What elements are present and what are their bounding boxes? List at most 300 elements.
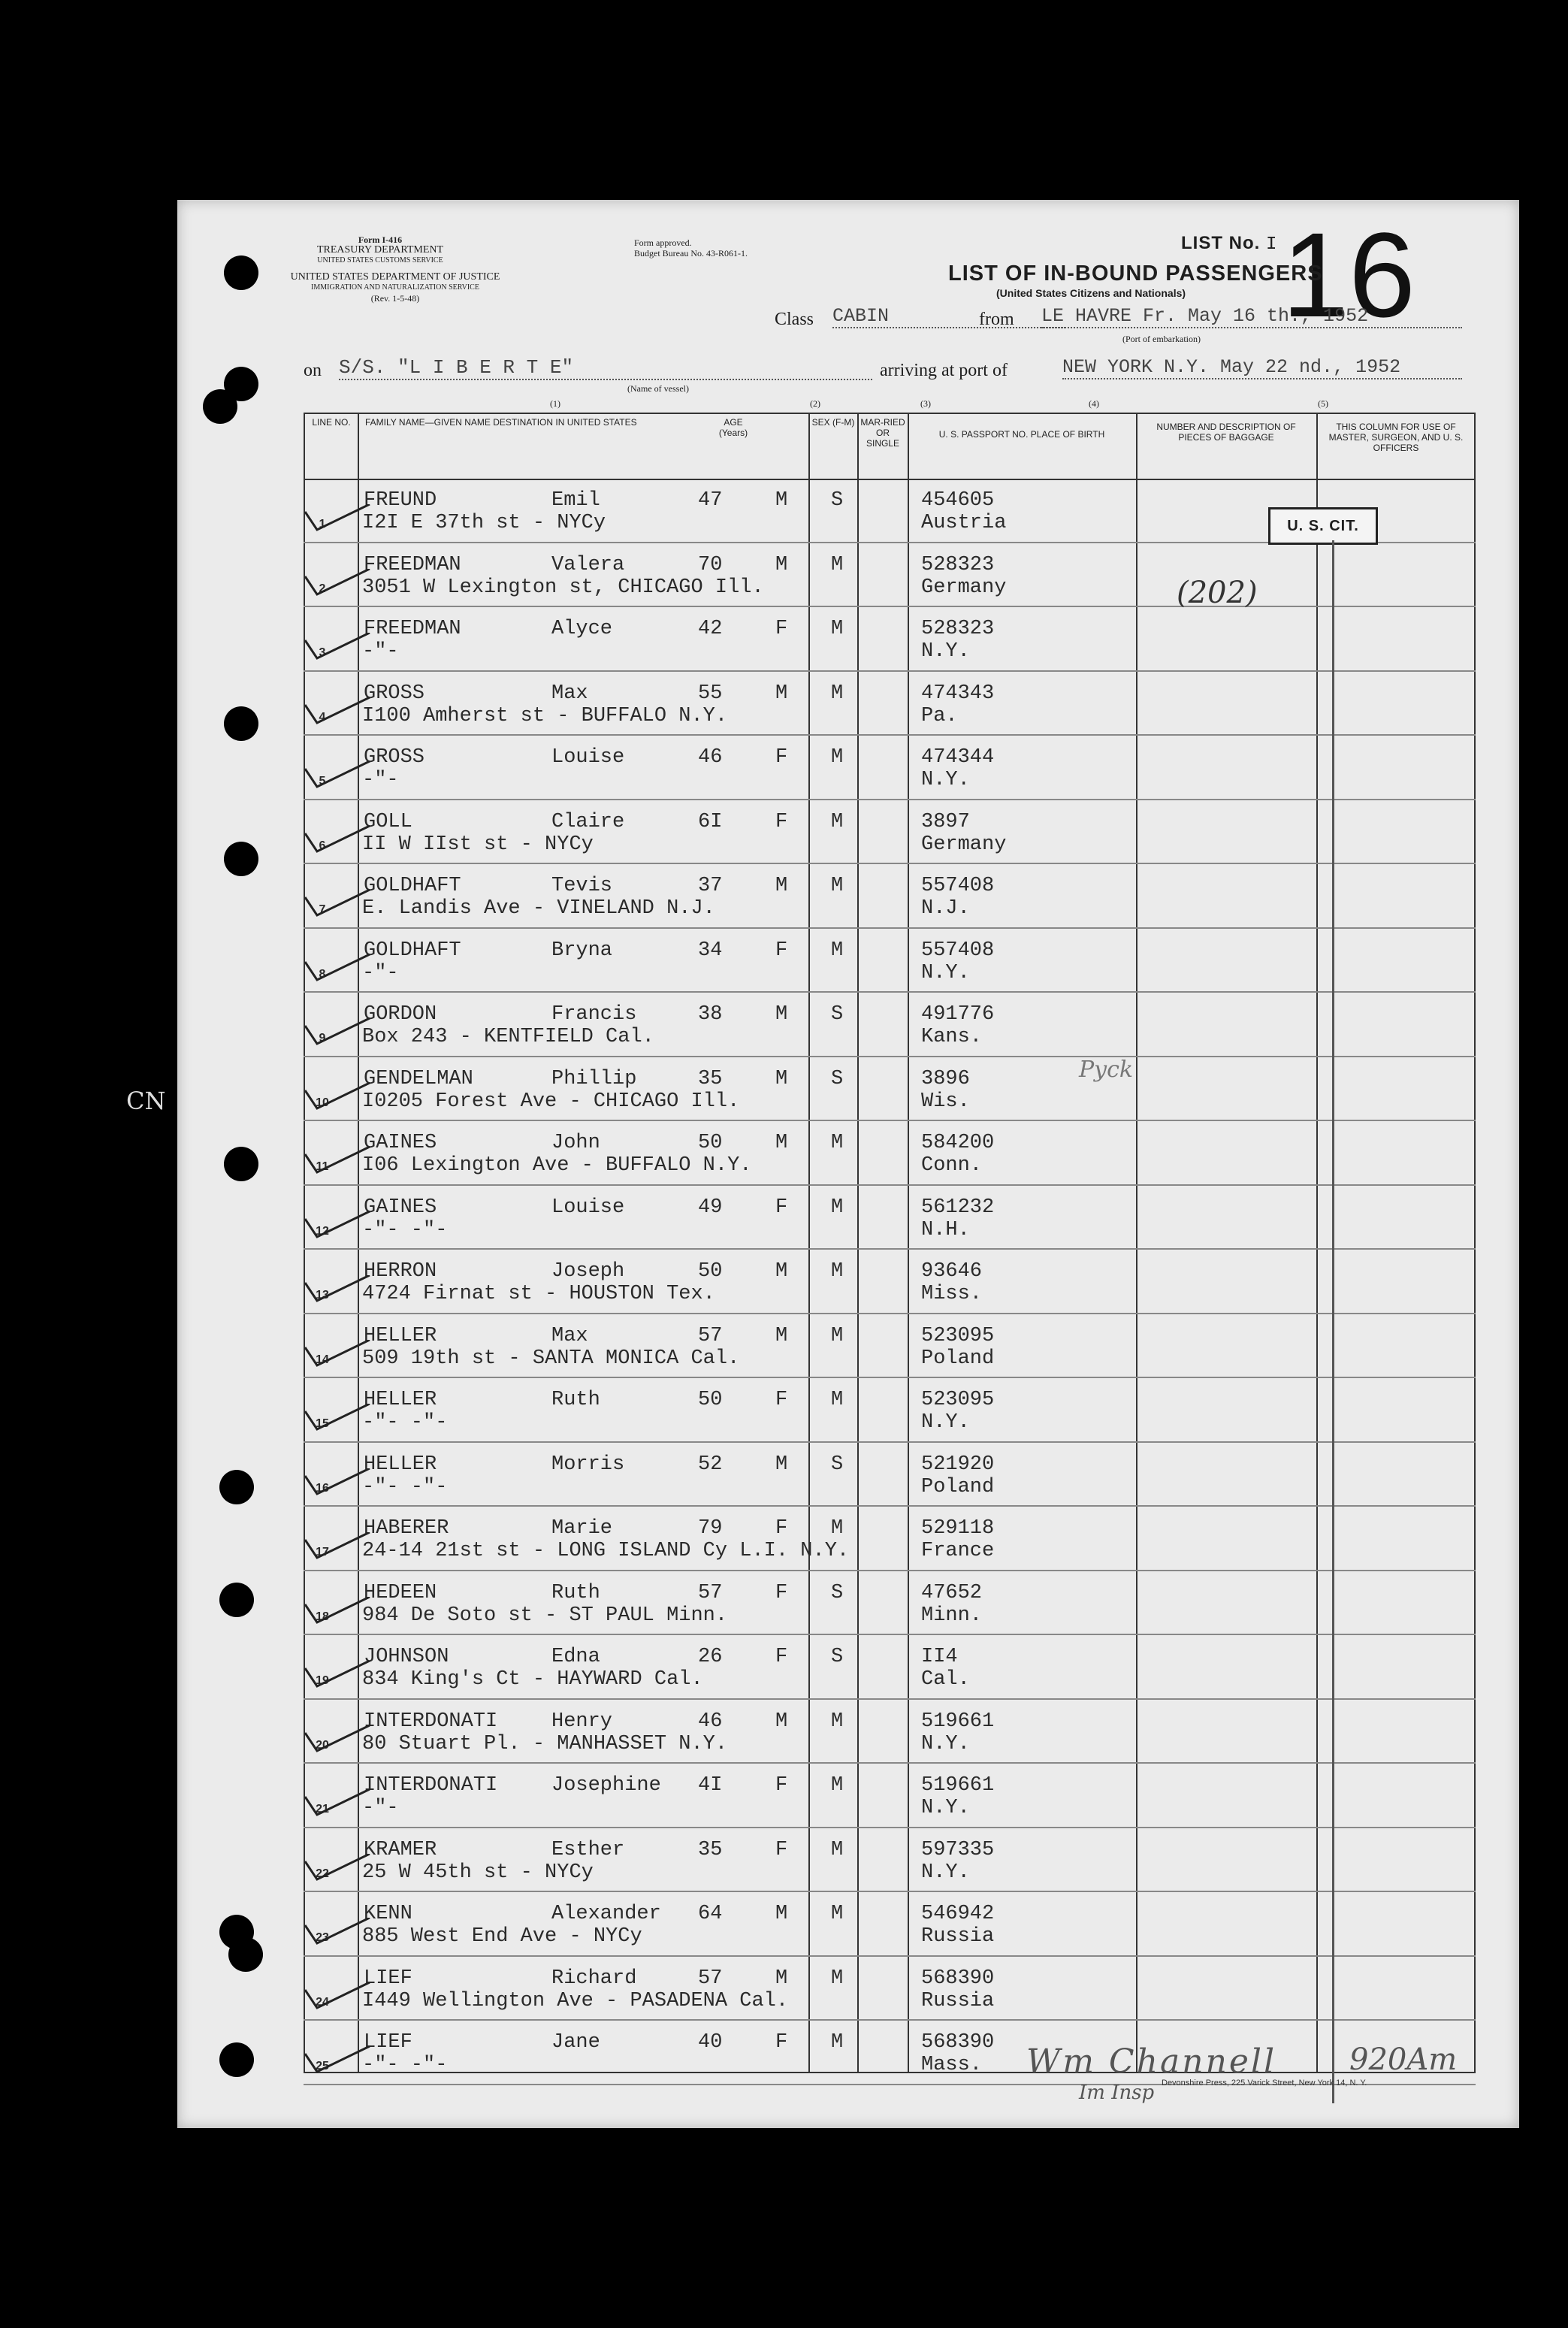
- destination: 984 De Soto st - ST PAUL Minn.: [362, 1604, 728, 1627]
- check-mark-icon: [304, 1597, 371, 1627]
- line-number: 4: [319, 710, 326, 724]
- check-mark-icon: [304, 954, 371, 984]
- given-name: Edna: [551, 1646, 600, 1668]
- age: 57: [698, 1581, 723, 1604]
- passport-number: 519661: [921, 1710, 995, 1733]
- place-of-birth: N.Y.: [921, 640, 970, 663]
- family-name: GENDELMAN: [364, 1067, 473, 1090]
- family-name: KRAMER: [364, 1838, 437, 1861]
- age: 4I: [698, 1774, 723, 1797]
- class-label: Class: [775, 310, 814, 329]
- given-name: Louise: [551, 746, 625, 769]
- table-row: [304, 800, 1476, 865]
- family-name: GOLDHAFT: [364, 939, 461, 962]
- check-mark-icon: [304, 1083, 371, 1113]
- binder-hole: [224, 706, 258, 741]
- check-mark-icon: [304, 761, 371, 791]
- passport-number: 568390: [921, 2031, 995, 2054]
- family-name: HABERER: [364, 1517, 449, 1540]
- col-header-officers: THIS COLUMN FOR USE OF MASTER, SURGEON, AND U. S. OFFICERS: [1328, 422, 1464, 453]
- place-of-birth: Miss.: [921, 1283, 983, 1305]
- age: 46: [698, 746, 723, 769]
- marital-status: M: [831, 810, 844, 833]
- family-name: INTERDONATI: [364, 1710, 498, 1733]
- list-subtitle: (United States Citizens and Nationals): [996, 287, 1186, 299]
- budget-bureau: Budget Bureau No. 43-R061-1.: [634, 248, 748, 258]
- marital-status: M: [831, 746, 844, 769]
- destination: -"-: [362, 1797, 399, 1819]
- age: 70: [698, 553, 723, 576]
- family-name: FREEDMAN: [364, 618, 461, 640]
- table-row: [304, 1378, 1476, 1443]
- sex: M: [775, 553, 788, 576]
- sex: F: [775, 1196, 788, 1219]
- marital-status: M: [831, 1196, 844, 1219]
- check-mark-icon: [304, 1340, 371, 1370]
- age: 55: [698, 682, 723, 705]
- table-row: [304, 993, 1476, 1057]
- column-number: (4): [1089, 398, 1099, 409]
- marital-status: M: [831, 1324, 844, 1347]
- sex: F: [775, 1517, 788, 1540]
- check-mark-icon: [304, 826, 371, 856]
- family-name: GAINES: [364, 1132, 437, 1154]
- place-of-birth: N.Y.: [921, 1797, 970, 1819]
- passport-number: 528323: [921, 553, 995, 576]
- family-name: GROSS: [364, 746, 425, 769]
- marital-status: M: [831, 1132, 844, 1154]
- check-mark-icon: [304, 1725, 371, 1755]
- place-of-birth: Conn.: [921, 1154, 983, 1177]
- table-row: [304, 1635, 1476, 1700]
- destination: II W IIst st - NYCy: [362, 833, 594, 856]
- place-of-birth: N.Y.: [921, 1732, 970, 1755]
- marital-status: S: [831, 1453, 844, 1476]
- sex: M: [775, 1453, 788, 1476]
- family-name: HELLER: [364, 1389, 437, 1411]
- table-row: [304, 607, 1476, 672]
- col-header-baggage: NUMBER AND DESCRIPTION OF PIECES OF BAGGAGE: [1156, 422, 1296, 443]
- destination: I0205 Forest Ave - CHICAGO Ill.: [362, 1090, 740, 1113]
- family-name: GORDON: [364, 1003, 437, 1026]
- given-name: Emil: [551, 489, 600, 512]
- column-number: (5): [1318, 398, 1328, 409]
- inspector-note: Im Insp: [1079, 2082, 1155, 2104]
- family-name: GOLL: [364, 810, 412, 833]
- line-number: 5: [319, 775, 326, 788]
- age: 35: [698, 1838, 723, 1861]
- passport-number: 557408: [921, 875, 995, 897]
- marital-status: M: [831, 1903, 844, 1925]
- form-approved: Form approved.: [634, 237, 692, 248]
- form-number: Form I-416: [358, 234, 403, 245]
- table-row: [304, 672, 1476, 736]
- destination: I449 Wellington Ave - PASADENA Cal.: [362, 1989, 789, 2012]
- margin-note-cn: CN: [126, 1087, 166, 1115]
- on-label: on: [304, 361, 322, 380]
- line-number: 19: [316, 1674, 329, 1687]
- age: 57: [698, 1967, 723, 1990]
- baggage-handwritten-note: Pyck: [1079, 1057, 1134, 1083]
- passport-number: 528323: [921, 618, 995, 640]
- us-citizen-stamp: U. S. CIT.: [1268, 507, 1378, 545]
- line-number: 23: [316, 1931, 329, 1944]
- passport-number: 474343: [921, 682, 995, 705]
- given-name: Louise: [551, 1196, 625, 1219]
- col-header-name: FAMILY NAME—GIVEN NAME DESTINATION IN UNITED STATES: [365, 417, 637, 428]
- line-number: 9: [319, 1032, 326, 1045]
- destination: -"- -"-: [362, 1218, 448, 1241]
- given-name: Morris: [551, 1453, 625, 1476]
- check-mark-icon: [304, 1789, 371, 1819]
- age: 26: [698, 1646, 723, 1668]
- destination: 509 19th st - SANTA MONICA Cal.: [362, 1347, 740, 1370]
- check-mark-icon: [304, 1275, 371, 1305]
- binder-hole: [224, 842, 258, 876]
- table-row: [304, 1892, 1476, 1957]
- given-name: Alyce: [551, 618, 613, 640]
- place-of-birth: Austria: [921, 512, 1007, 534]
- marital-status: M: [831, 939, 844, 962]
- passport-number: 519661: [921, 1774, 995, 1797]
- marital-status: M: [831, 1838, 844, 1861]
- check-mark-icon: [304, 890, 371, 920]
- column-number: (3): [920, 398, 931, 409]
- line-number: 18: [316, 1610, 329, 1623]
- destination: -"- -"-: [362, 1475, 448, 1498]
- check-mark-icon: [304, 1404, 371, 1434]
- marital-status: M: [831, 1389, 844, 1411]
- binder-hole: [203, 389, 237, 424]
- check-mark-icon: [304, 1854, 371, 1884]
- line-number: 11: [316, 1160, 329, 1173]
- passport-number: 523095: [921, 1389, 995, 1411]
- justice-department: UNITED STATES DEPARTMENT OF JUSTICE: [290, 271, 500, 283]
- table-row: [304, 1186, 1476, 1250]
- officer-time: 920Am: [1349, 2042, 1458, 2077]
- check-mark-icon: [304, 1147, 371, 1177]
- sex: F: [775, 810, 788, 833]
- place-of-birth: N.J.: [921, 897, 970, 920]
- place-of-birth: Pa.: [921, 704, 958, 727]
- marital-status: M: [831, 1260, 844, 1283]
- line-number: 7: [319, 903, 326, 916]
- destination: 885 West End Ave - NYCy: [362, 1925, 642, 1948]
- line-number: 22: [316, 1867, 329, 1880]
- age: 34: [698, 939, 723, 962]
- marital-status: S: [831, 1581, 844, 1604]
- family-name: GAINES: [364, 1196, 437, 1219]
- family-name: INTERDONATI: [364, 1774, 498, 1797]
- marital-status: M: [831, 1967, 844, 1990]
- marital-status: M: [831, 1710, 844, 1733]
- age: 64: [698, 1903, 723, 1925]
- line-number: 1: [319, 518, 326, 531]
- check-mark-icon: [304, 504, 371, 534]
- line-number: 2: [319, 582, 326, 595]
- sex: M: [775, 1260, 788, 1283]
- table-row: [304, 929, 1476, 993]
- sex: F: [775, 939, 788, 962]
- col-header-age: AGE (Years): [718, 417, 748, 438]
- given-name: Alexander: [551, 1903, 661, 1925]
- sex: F: [775, 746, 788, 769]
- given-name: Josephine: [551, 1774, 661, 1797]
- age: 42: [698, 618, 723, 640]
- binder-hole: [219, 1583, 254, 1617]
- passport-number: 546942: [921, 1903, 995, 1925]
- age: 52: [698, 1453, 723, 1476]
- vessel-name: S/S. "L I B E R T E": [339, 356, 872, 380]
- line-number: 15: [316, 1417, 329, 1430]
- list-number-large: 16: [1282, 207, 1415, 342]
- age: 57: [698, 1324, 723, 1347]
- marital-status: M: [831, 618, 844, 640]
- arriving-value: NEW YORK N.Y. May 22 nd., 1952: [1062, 356, 1462, 379]
- customs-service: UNITED STATES CUSTOMS SERVICE: [317, 256, 443, 265]
- marital-status: M: [831, 1774, 844, 1797]
- check-mark-icon: [304, 569, 371, 599]
- list-number: I: [1266, 234, 1278, 255]
- given-name: Marie: [551, 1517, 613, 1540]
- check-mark-icon: [304, 1018, 371, 1048]
- destination: -"-: [362, 961, 399, 984]
- sex: M: [775, 1967, 788, 1990]
- treasury-department: TREASURY DEPARTMENT: [316, 244, 444, 255]
- manifest-page: [126, 200, 1519, 2128]
- passport-number: 561232: [921, 1196, 995, 1219]
- destination: 3051 W Lexington st, CHICAGO Ill.: [362, 576, 764, 599]
- binder-hole: [219, 2042, 254, 2077]
- line-number: 21: [316, 1803, 329, 1816]
- passport-number: 584200: [921, 1132, 995, 1154]
- marital-status: M: [831, 2031, 844, 2054]
- destination: -"-: [362, 769, 399, 791]
- family-name: LIEF: [364, 1967, 412, 1990]
- arriving-label: arriving at port of: [880, 361, 1008, 380]
- table-row: [304, 1571, 1476, 1636]
- sex: M: [775, 489, 788, 512]
- place-of-birth: N.Y.: [921, 1861, 970, 1884]
- check-mark-icon: [304, 1982, 371, 2012]
- passport-number: 523095: [921, 1324, 995, 1347]
- family-name: JOHNSON: [364, 1646, 449, 1668]
- check-mark-icon: [304, 697, 371, 727]
- given-name: Ruth: [551, 1581, 600, 1604]
- place-of-birth: Poland: [921, 1347, 995, 1370]
- line-number: 16: [316, 1481, 329, 1495]
- marital-status: M: [831, 682, 844, 705]
- place-of-birth: N.H.: [921, 1218, 970, 1241]
- col-header-line: LINE NO.: [312, 417, 351, 428]
- destination: Box 243 - KENTFIELD Cal.: [362, 1026, 654, 1048]
- check-mark-icon: [304, 1918, 371, 1948]
- passport-number: 474344: [921, 746, 995, 769]
- given-name: John: [551, 1132, 600, 1154]
- sex: M: [775, 682, 788, 705]
- stamp-line: [1332, 540, 1334, 2103]
- col-header-sex: SEX (F-M): [811, 417, 855, 428]
- place-of-birth: Poland: [921, 1475, 995, 1498]
- line-number: 20: [316, 1738, 329, 1752]
- table-row: [304, 1121, 1476, 1186]
- destination: 24-14 21st st - LONG ISLAND Cy L.I. N.Y.: [362, 1540, 850, 1562]
- destination: I2I E 37th st - NYCy: [362, 512, 606, 534]
- sex: F: [775, 1646, 788, 1668]
- list-title: LIST OF IN-BOUND PASSENGERS: [948, 262, 1323, 286]
- given-name: Phillip: [551, 1067, 637, 1090]
- sex: M: [775, 1903, 788, 1925]
- place-of-birth: N.Y.: [921, 1411, 970, 1434]
- table-row: [304, 1507, 1476, 1571]
- vessel-name-note: (Name of vessel): [627, 383, 689, 394]
- check-mark-icon: [304, 2046, 371, 2076]
- table-row: [304, 1443, 1476, 1507]
- destination: 834 King's Ct - HAYWARD Cal.: [362, 1668, 703, 1691]
- line-number: 6: [319, 839, 326, 852]
- place-of-birth: N.Y.: [921, 769, 970, 791]
- passport-number: 93646: [921, 1260, 983, 1283]
- list-label: LIST No.: [1181, 233, 1261, 253]
- table-row: [304, 543, 1476, 608]
- officer-signature: Wm Channell: [1026, 2042, 1277, 2081]
- table-row: [304, 2021, 1476, 2085]
- line-number: 17: [316, 1546, 329, 1559]
- age: 50: [698, 1260, 723, 1283]
- family-name: HERRON: [364, 1260, 437, 1283]
- sex: M: [775, 875, 788, 897]
- given-name: Jane: [551, 2031, 600, 2054]
- table-row: [304, 1957, 1476, 2021]
- sex: M: [775, 1067, 788, 1090]
- age: 40: [698, 2031, 723, 2054]
- table-row: [304, 736, 1476, 800]
- passport-number: 597335: [921, 1838, 995, 1861]
- col-header-married: MAR-RIED OR SINGLE: [860, 417, 905, 449]
- passport-number: 3896: [921, 1067, 970, 1090]
- table-row: [304, 1250, 1476, 1314]
- family-name: KENN: [364, 1903, 412, 1925]
- family-name: FREUND: [364, 489, 437, 512]
- family-name: GOLDHAFT: [364, 875, 461, 897]
- sex: F: [775, 2031, 788, 2054]
- passport-number: 491776: [921, 1003, 995, 1026]
- place-of-birth: Mass.: [921, 2054, 983, 2076]
- place-of-birth: Kans.: [921, 1026, 983, 1048]
- col-header-passport: U. S. PASSPORT NO. PLACE OF BIRTH: [938, 429, 1105, 440]
- place-of-birth: France: [921, 1540, 995, 1562]
- marital-status: M: [831, 875, 844, 897]
- table-row: [304, 1057, 1476, 1122]
- handwritten-202: (202): [1177, 576, 1258, 610]
- passport-number: 3897: [921, 810, 970, 833]
- binder-hole: [228, 1937, 263, 1972]
- line-number: 13: [316, 1289, 329, 1302]
- line-number: 8: [319, 967, 326, 981]
- marital-status: M: [831, 1517, 844, 1540]
- sex: F: [775, 1389, 788, 1411]
- check-mark-icon: [304, 1468, 371, 1498]
- place-of-birth: Minn.: [921, 1604, 983, 1627]
- family-name: GROSS: [364, 682, 425, 705]
- table-row: [304, 1764, 1476, 1828]
- passport-number: 529118: [921, 1517, 995, 1540]
- table-row: [304, 1314, 1476, 1379]
- family-name: LIEF: [364, 2031, 412, 2054]
- line-number: 24: [316, 1995, 329, 2009]
- given-name: Max: [551, 682, 588, 705]
- marital-status: S: [831, 1067, 844, 1090]
- given-name: Henry: [551, 1710, 613, 1733]
- printer-credit: Devonshire Press, 225 Varick Street, New York 14, N. Y.: [1162, 2079, 1367, 2088]
- marital-status: S: [831, 489, 844, 512]
- column-number: (1): [550, 398, 560, 409]
- from-label: from: [979, 310, 1014, 329]
- sex: F: [775, 1838, 788, 1861]
- class-value: CABIN: [832, 305, 1065, 328]
- column-number: (2): [810, 398, 820, 409]
- passport-number: II4: [921, 1646, 958, 1668]
- table-row: [304, 1828, 1476, 1893]
- ins-service: IMMIGRATION AND NATURALIZATION SERVICE: [311, 283, 479, 292]
- given-name: Max: [551, 1324, 588, 1347]
- age: 37: [698, 875, 723, 897]
- given-name: Joseph: [551, 1260, 625, 1283]
- line-number: 25: [316, 2060, 329, 2073]
- destination: -"- -"-: [362, 1411, 448, 1434]
- line-number: 14: [316, 1353, 329, 1366]
- age: 50: [698, 1132, 723, 1154]
- destination: -"-: [362, 640, 399, 663]
- place-of-birth: Russia: [921, 1989, 995, 2012]
- destination: I100 Amherst st - BUFFALO N.Y.: [362, 704, 728, 727]
- given-name: Francis: [551, 1003, 637, 1026]
- given-name: Valera: [551, 553, 625, 576]
- given-name: Tevis: [551, 875, 613, 897]
- age: 6I: [698, 810, 723, 833]
- given-name: Richard: [551, 1967, 637, 1990]
- age: 47: [698, 489, 723, 512]
- check-mark-icon: [304, 1211, 371, 1241]
- line-number: 10: [316, 1096, 329, 1109]
- family-name: HELLER: [364, 1324, 437, 1347]
- line-number: 12: [316, 1224, 329, 1238]
- revision: (Rev. 1-5-48): [370, 293, 420, 304]
- given-name: Ruth: [551, 1389, 600, 1411]
- family-name: HELLER: [364, 1453, 437, 1476]
- passport-number: 454605: [921, 489, 995, 512]
- line-number: 3: [319, 646, 326, 659]
- given-name: Claire: [551, 810, 625, 833]
- passport-number: 521920: [921, 1453, 995, 1476]
- place-of-birth: Germany: [921, 576, 1007, 599]
- given-name: Bryna: [551, 939, 613, 962]
- age: 79: [698, 1517, 723, 1540]
- marital-status: S: [831, 1646, 844, 1668]
- age: 38: [698, 1003, 723, 1026]
- table-row: [304, 1700, 1476, 1764]
- destination: 4724 Firnat st - HOUSTON Tex.: [362, 1283, 715, 1305]
- place-of-birth: Cal.: [921, 1668, 970, 1691]
- sex: M: [775, 1003, 788, 1026]
- passport-number: 568390: [921, 1967, 995, 1990]
- sex: F: [775, 1774, 788, 1797]
- destination: E. Landis Ave - VINELAND N.J.: [362, 897, 715, 920]
- passport-number: 557408: [921, 939, 995, 962]
- check-mark-icon: [304, 1661, 371, 1691]
- age: 46: [698, 1710, 723, 1733]
- age: 35: [698, 1067, 723, 1090]
